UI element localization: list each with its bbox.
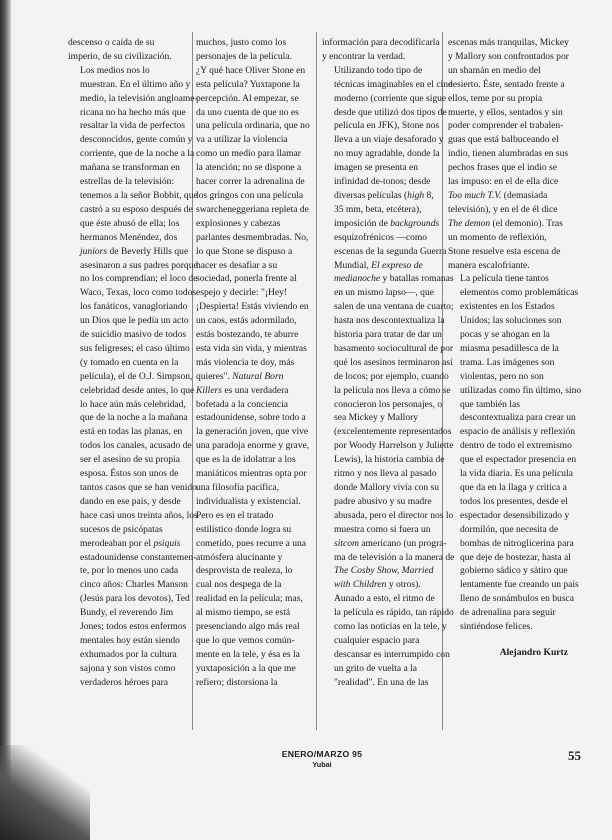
text-line: gobierno sádico y sátiro que xyxy=(460,565,568,577)
text-line: hasta nos descontextualiza la xyxy=(334,315,445,327)
text-line: Los medios nos lo xyxy=(80,64,150,76)
text-column-2 xyxy=(196,36,320,690)
text-line: indio, tienen alumbradas en sus xyxy=(448,148,569,160)
text-line: esquizofrénicos —como xyxy=(334,231,428,243)
text-line: esta vida sin vida, y mientras xyxy=(196,342,307,354)
text-line: la atención; no se dispone a xyxy=(196,162,302,174)
text-line: de locos; por ejemplo, cuando xyxy=(334,370,449,382)
text-line: presenciando algo más real xyxy=(196,621,300,633)
text-line: Stone resuelve esta escena de xyxy=(448,245,561,257)
text-line: todos los canales, acusado de xyxy=(80,440,192,452)
text-line: dormilón, que necesita de xyxy=(460,523,559,535)
text-line: espejo y decirle: "¡Hey! xyxy=(196,287,288,299)
text-line: celebridad desde antes, lo que xyxy=(80,384,195,396)
text-column-4 xyxy=(448,36,582,660)
text-line: muchos, justo como los xyxy=(196,37,287,48)
text-line: atmósfera alucinante y xyxy=(196,551,283,563)
text-line: desconocidos, gente común y xyxy=(80,134,193,146)
text-line: dentro de todo el extremismo xyxy=(460,440,572,452)
text-line: hacer es desafiar a su xyxy=(196,259,278,271)
text-line: mentales hoy están siendo xyxy=(80,634,180,646)
text-line: verdaderos héroes para xyxy=(80,676,168,688)
paragraph xyxy=(448,272,582,634)
text-line: espacio de análisis y reflexión xyxy=(460,426,576,438)
text-line: realidad en la película; mas, xyxy=(196,593,303,605)
text-line: estadounidense, sobre todo a xyxy=(196,412,306,424)
text-column-3 xyxy=(322,36,455,690)
text-line: explosiones y cabezas xyxy=(196,217,281,229)
text-line: por Woody Harrelson y Juliette xyxy=(334,440,454,452)
text-line: medianoche y batallas romanas xyxy=(334,273,454,285)
text-line: lleno de sonámbulos en busca xyxy=(460,593,575,605)
text-line: un momento de reflexión, xyxy=(448,231,547,243)
text-line: mente en la tele, y ésa es la xyxy=(196,648,300,660)
text-line: esta película? Yuxtapone la xyxy=(196,78,300,90)
text-line: cinco años: Charles Manson xyxy=(80,579,188,591)
text-line: ¿Y qué hace Oliver Stone en xyxy=(196,64,306,76)
text-line: sus feligreses; el caso último xyxy=(80,342,190,354)
text-line: lo hace aún más celebridad, xyxy=(80,398,186,410)
text-line: información para decodificarla xyxy=(322,37,440,48)
text-line: salen de una ventana de cuarto; xyxy=(334,301,454,313)
text-line: película en JFK), Stone nos xyxy=(334,120,440,132)
text-line: técnicas imaginables en el cine xyxy=(334,78,453,90)
text-line: Aunado a esto, el ritmo de xyxy=(334,593,435,605)
text-line: y encontrar la verdad. xyxy=(322,50,406,62)
text-line: descansar es interrumpido con xyxy=(334,648,450,660)
text-line: no los comprendían; el loco de xyxy=(80,273,198,285)
text-line: al mismo tiempo, se está xyxy=(196,607,291,619)
text-line: historia para tratar de dar un xyxy=(334,329,442,341)
text-line: las impuso: en el de ella dice xyxy=(448,176,559,188)
text-line: merodeaban por el psiquis xyxy=(80,537,181,549)
text-line: sajona y son vistos como xyxy=(80,662,176,674)
text-line: elementos como problemáticas xyxy=(460,287,579,299)
text-line: ma de televisión a la manera de xyxy=(334,551,455,563)
text-line: corriente, que de la noche a la xyxy=(80,148,195,160)
text-line: cualquier espacio para xyxy=(334,634,420,646)
text-line: sociedad, ponerla frente al xyxy=(196,273,297,285)
text-line: lentamente fue creando un país xyxy=(460,579,579,591)
text-line: utilizadas como fin último, sino xyxy=(460,384,582,396)
text-line: hacer correr la adrenalina de xyxy=(196,176,305,188)
text-line: que es la de idolatrar a los xyxy=(196,454,296,466)
text-line: descenso o caída de su xyxy=(68,37,155,48)
text-line: ricana no ha hecho más que xyxy=(80,106,186,118)
text-line: lleva a un viaje desaforado y xyxy=(334,134,444,146)
text-line: La película tiene tantos xyxy=(460,273,549,285)
text-line: desprovista de realeza, lo xyxy=(196,565,293,577)
text-line: individualista y existencial. xyxy=(196,495,301,507)
text-line: la generación joven, que vive xyxy=(196,426,309,438)
text-line: ritmo y nos lleva al pasado xyxy=(334,468,437,480)
text-line: que de la noche a la mañana xyxy=(80,412,188,424)
text-line: swarcheneggeriana repleta de xyxy=(196,203,309,215)
text-line: miasma pesadillesca de la xyxy=(460,342,559,354)
text-line: sea Mickey y Mallory xyxy=(334,412,419,424)
text-line: televisión), y en el de él dice xyxy=(448,203,558,215)
text-line: muestra como si fuera un xyxy=(334,523,431,535)
text-line: hermanos Menéndez, dos xyxy=(80,231,178,243)
text-line: estás bostezando, te aburre xyxy=(196,329,299,341)
text-line: muestran. En el último año y xyxy=(80,78,191,90)
text-line: que el espectador presencia en xyxy=(460,454,577,466)
text-line: y Mallory son confrontados por xyxy=(448,50,569,62)
text-line: imposición de backgrounds xyxy=(334,217,440,229)
text-line: violentas, pero no son xyxy=(460,370,544,382)
text-line: conocieron los personajes, o xyxy=(334,398,443,410)
text-line: estadounidense constantemen- xyxy=(80,551,197,563)
text-line: trama. Las imágenes son xyxy=(460,356,555,368)
page-number: 55 xyxy=(568,748,581,763)
text-line: de suicidio masivo de todos xyxy=(80,329,187,341)
text-line: bofetada a la conciencia xyxy=(196,398,288,410)
text-line: with Children y otros). xyxy=(334,579,421,591)
text-line: (Jesús para los devotos), Ted xyxy=(80,593,190,605)
text-line: te, por lo menos uno cada xyxy=(80,565,179,577)
text-line: sucesos de psicópatas xyxy=(80,523,163,535)
text-line: resaltar la vida de perfectos xyxy=(80,120,185,132)
text-line: castró a su esposo después de xyxy=(80,203,193,215)
text-line: que deje de bostezar, hasta al xyxy=(460,551,571,563)
text-line: Bundy, el reverendo Jim xyxy=(80,607,174,619)
text-line: bombas de nitroglicerina para xyxy=(460,537,574,549)
text-line: da uno cuenta de que no es xyxy=(196,106,299,118)
text-line: que éste abusó de ella; los xyxy=(80,217,180,229)
text-line: hace casi unos treinta años, los xyxy=(80,509,198,521)
text-line: Waco, Texas, loco como todos xyxy=(80,287,197,299)
text-line: percepción. Al empezar, se xyxy=(196,92,299,104)
paragraph xyxy=(448,36,572,272)
text-line: diversas películas (high 8, xyxy=(334,189,434,201)
text-line: 35 mm, beta, etcétera), xyxy=(334,203,422,215)
text-line: una filosofía pacífica, xyxy=(196,482,279,493)
text-line: exhumados por la cultura xyxy=(80,648,177,660)
paragraph xyxy=(322,36,446,64)
text-line: un grito de vuelta a la xyxy=(334,662,417,674)
text-line: un caos, estás adormilado, xyxy=(196,315,297,327)
text-line: está en todas las planas, en xyxy=(80,426,183,438)
text-line: sintiéndose felices. xyxy=(460,621,533,633)
text-line: Pero es en el tratado xyxy=(196,509,274,521)
text-line: moderno (corriente que sigue xyxy=(334,92,447,104)
text-line: en un mismo lapso—, que xyxy=(334,287,434,299)
text-line: guas que está balbuceando el xyxy=(448,134,559,146)
text-line: basamento sociocultural de por xyxy=(334,342,454,354)
text-line: escenas más tranquilas, Mickey xyxy=(448,37,569,48)
text-line: infinidad de-tonos; desde xyxy=(334,176,431,188)
text-line: pechos frases que el indio se xyxy=(448,162,557,174)
text-line: lo que Stone se dispuso a xyxy=(196,245,293,257)
text-line: Unidos; las soluciones son xyxy=(460,315,562,327)
scan-corner-shadow xyxy=(0,745,90,840)
text-line: "realidad". En una de las xyxy=(334,676,429,688)
text-line: Jones; todos estos enfermos xyxy=(80,621,187,633)
text-line: estrellas de la televisión: xyxy=(80,176,175,188)
text-line: qué los asesinos terminaron así xyxy=(334,356,453,368)
text-line: la película es rápido, tan rápido xyxy=(334,607,454,619)
text-line: imagen se presenta en xyxy=(334,162,419,174)
text-line: escenas de la segunda Guerra xyxy=(334,245,447,257)
text-line: tenemos a la señor Bobbit, que xyxy=(80,189,198,201)
text-line: asesinaron a sus padres porque xyxy=(80,259,198,271)
text-line: va a utilizar la violencia xyxy=(196,134,288,146)
text-line: parlantes desmembradas. No, xyxy=(196,231,309,243)
text-line: ¡Despierta! Estás viviendo en xyxy=(196,301,309,313)
text-line: de adrenalina para seguir xyxy=(460,607,556,619)
paragraph xyxy=(196,36,320,690)
text-line: desde que utilizó dos tipos de xyxy=(334,106,447,118)
text-line: sitcom americano (un progra- xyxy=(334,537,447,549)
text-line: tantos casos que se han venido xyxy=(80,482,197,493)
text-line: ellos, teme por su propia xyxy=(448,92,543,104)
text-line: descontextualiza para crear un xyxy=(460,412,576,424)
text-line: película), el de O.J. Simpson, xyxy=(80,370,193,382)
text-line: desierto. Éste, sentado frente a xyxy=(448,78,565,90)
text-line: dando en ese país, y desde xyxy=(80,495,181,507)
text-line: que da en la llaga y critica a xyxy=(460,482,567,493)
text-line: mañana se transforman en xyxy=(80,162,180,174)
text-line: yuxtaposición a la que me xyxy=(196,662,296,674)
text-line: los fanáticos, vanagloriando xyxy=(80,301,188,313)
author-signature: Alejandro Kurtz xyxy=(499,646,568,658)
text-line: The demon (el demonio). Tras xyxy=(448,217,563,229)
text-line: una película ordinaria, que no xyxy=(196,120,310,132)
issue-date: ENERO/MARZO 95 xyxy=(281,749,363,759)
text-line: estilístico donde logra su xyxy=(196,523,292,535)
text-line: The Cosby Show, Married xyxy=(334,565,434,577)
text-line: espectador desensibilizado y xyxy=(460,509,570,521)
text-line: quieres". Natural Born xyxy=(196,370,284,382)
text-line: donde Mallory vivía con su xyxy=(334,482,439,493)
text-line: (y tomado en cuenta en la xyxy=(80,356,179,368)
text-line: un shamán en medio del xyxy=(448,64,541,76)
text-column-1 xyxy=(68,36,198,690)
text-line: como las noticias en la tele, y xyxy=(334,621,447,633)
text-line: como un medio para llamar xyxy=(196,148,301,160)
paragraph xyxy=(68,64,198,690)
paragraph xyxy=(322,64,455,592)
text-line: existentes en los Estados xyxy=(460,301,555,313)
text-line: personajes de la película. xyxy=(196,50,292,62)
magazine-name: Yubai xyxy=(312,760,332,769)
text-line: una paradoja enorme y grave, xyxy=(196,440,310,452)
text-line: juniors de Beverly Hills que xyxy=(80,245,189,257)
text-line: Mundial, El expreso de xyxy=(334,259,423,271)
text-line: que también las xyxy=(460,398,520,410)
page-binding-shadow xyxy=(0,0,11,840)
text-line: padre abusivo y su madre xyxy=(334,495,432,507)
text-line: imperio, de su civilización. xyxy=(68,50,172,62)
paragraph xyxy=(322,592,454,689)
text-line: más violencia te doy, más xyxy=(196,356,295,368)
text-line: Utilizando todo tipo de xyxy=(334,64,423,76)
text-line: todos los presentes, desde el xyxy=(460,495,568,507)
text-line: la película nos lleva a cómo se xyxy=(334,384,451,396)
text-line: los gringos con una película xyxy=(196,189,304,201)
text-line: poder comprender el trabalen- xyxy=(448,120,564,132)
text-line: muerte, y ellos, sentados y sin xyxy=(448,106,563,118)
text-line: no muy agradable, donde la xyxy=(334,148,440,160)
text-line: Too much T.V. (demasiada xyxy=(448,189,548,201)
text-line: un Dios que le pedía un acto xyxy=(80,315,189,327)
text-line: maniáticos mientras opta por xyxy=(196,468,307,480)
paragraph xyxy=(68,36,192,64)
text-line: Lewis), la historia cambia de xyxy=(334,454,445,466)
text-line: abusada, pero el director nos lo xyxy=(334,509,454,521)
text-line: pocas y se ahogan en la xyxy=(460,329,550,341)
text-line: ser el asesino de su propia xyxy=(80,454,180,466)
text-line: manera escalofriante. xyxy=(448,259,530,271)
text-line: (excelentemente representados xyxy=(334,426,452,438)
text-line: la vida diaria. Es una película xyxy=(460,468,573,480)
text-line: cual nos despega de la xyxy=(196,579,282,591)
text-line: que lo que vemos común- xyxy=(196,634,295,646)
text-line: cometido, pues recurre a una xyxy=(196,537,307,549)
text-line: medio, la televisión angloame- xyxy=(80,92,198,104)
text-line: Killers es una verdadera xyxy=(196,384,289,396)
text-line: esposa. Éstos son unos de xyxy=(80,468,179,480)
text-line: refiero; distorsiona la xyxy=(196,676,278,688)
